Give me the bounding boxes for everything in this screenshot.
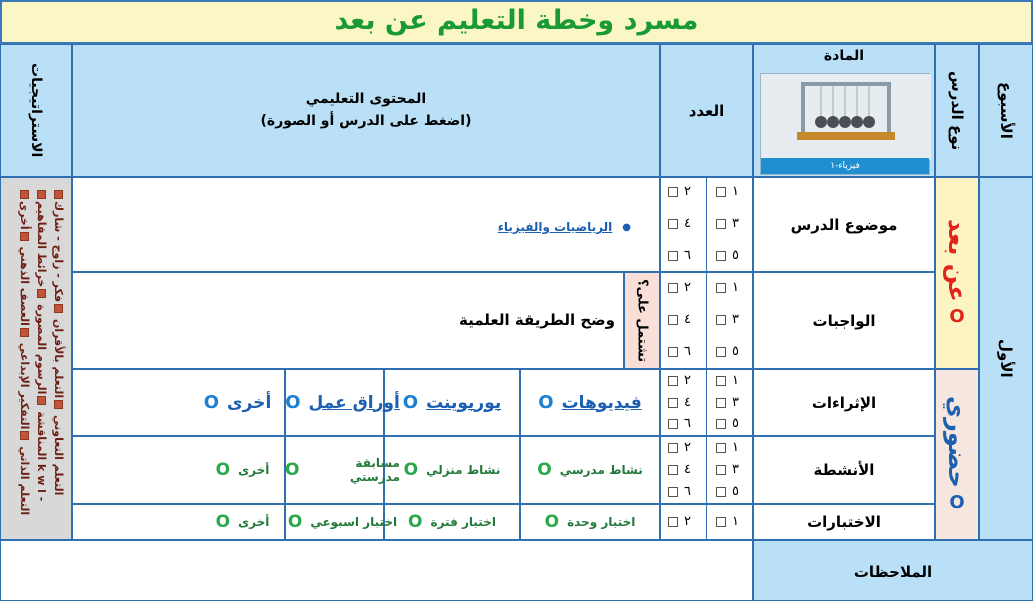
lesson-type-remote[interactable]: عن بعد O	[935, 177, 979, 369]
bullet-icon: ●	[622, 221, 631, 233]
topic-content-cell	[72, 177, 660, 272]
checkbox-3[interactable]: ٣	[716, 395, 739, 410]
option-worksheets[interactable]: أوراق عمل O	[285, 392, 400, 413]
option-weekly-test[interactable]: اختبار اسبوعي O	[287, 512, 398, 532]
notes-label-cell: الملاحظات	[753, 540, 1033, 601]
checkbox-6[interactable]: ٦	[668, 248, 691, 263]
homework-side-cell: تشتمل على؟	[624, 272, 660, 369]
checkbox-2[interactable]: ٢	[668, 440, 691, 455]
checkbox-5[interactable]: ٥	[716, 248, 739, 263]
checkbox-icon[interactable]	[54, 190, 63, 199]
checkbox-6[interactable]: ٦	[668, 484, 691, 499]
topic-link[interactable]: الرياضيات والفيزياء	[497, 220, 613, 234]
checkbox-3[interactable]: ٣	[716, 312, 739, 327]
radio-icon[interactable]: O	[285, 392, 301, 413]
checkbox-1[interactable]: ١	[716, 373, 739, 388]
subject-image-caption: فيزياء-١	[761, 158, 929, 174]
option-videos[interactable]: فيديوهات O	[538, 392, 642, 413]
checkbox-icon[interactable]	[54, 400, 63, 409]
notes-input[interactable]	[0, 540, 753, 601]
in-person-radio[interactable]: O	[949, 491, 965, 513]
checkbox-icon[interactable]	[20, 431, 29, 440]
header-strategies: الاستراتيجيات	[0, 44, 72, 177]
checkbox-4[interactable]: ٤	[668, 395, 691, 410]
checkbox-4[interactable]: ٤	[668, 216, 691, 231]
strategies-list: التعلم التعاوني التعلم بالأقران فكر - زاوج - شارك المناقشة الرسوم المصورة خرائط المفاهيم k w l - التعلم الذاتي التفكير الإبداعي العصف الذهني أخرى	[16, 188, 67, 533]
header-count: العدد	[660, 44, 753, 177]
radio-icon[interactable]: O	[544, 512, 560, 532]
header-subject: المادة فيزياء-١	[753, 44, 935, 177]
radio-icon[interactable]: O	[538, 392, 554, 413]
strategies-cell	[0, 177, 72, 540]
option-other[interactable]: أخرى O	[215, 460, 270, 480]
header-week: الأسبوع	[979, 44, 1033, 177]
option-other[interactable]: أخرى O	[203, 392, 272, 413]
checkbox-5[interactable]: ٥	[716, 344, 739, 359]
checkbox-5[interactable]: ٥	[716, 416, 739, 431]
option-powerpoint[interactable]: بوربوينت O	[402, 392, 502, 413]
checkbox-2[interactable]: ٢	[668, 280, 691, 295]
checkbox-icon[interactable]	[37, 396, 46, 405]
checkbox-icon[interactable]	[20, 190, 29, 199]
page-title: مسرد وخطة التعليم عن بعد	[334, 5, 699, 36]
checkbox-3[interactable]: ٣	[716, 216, 739, 231]
radio-icon[interactable]: O	[215, 460, 231, 480]
option-home-activity[interactable]: نشاط منزلي O	[403, 460, 501, 480]
radio-icon[interactable]: O	[402, 392, 419, 413]
radio-icon[interactable]: O	[408, 512, 423, 532]
remote-radio[interactable]: O	[949, 305, 965, 327]
checkbox-1[interactable]: ١	[716, 514, 739, 529]
row-label-homework: الواجبات	[753, 272, 935, 369]
header-lesson-type: نوع الدرس	[935, 44, 979, 177]
radio-icon[interactable]: O	[285, 460, 300, 480]
row-label-tests: الاختبارات	[753, 504, 935, 540]
option-school-activity[interactable]: نشاط مدرسي O	[537, 460, 643, 480]
radio-icon[interactable]: O	[203, 392, 220, 413]
checkbox-4[interactable]: ٤	[668, 462, 691, 477]
checkbox-1[interactable]: ١	[716, 440, 739, 455]
radio-icon[interactable]: O	[537, 460, 552, 480]
checkbox-icon[interactable]	[37, 289, 46, 298]
option-unit-test[interactable]: اختبار وحدة O	[544, 512, 636, 532]
checkbox-2[interactable]: ٢	[668, 184, 691, 199]
checkbox-icon[interactable]	[37, 190, 46, 199]
homework-content-cell	[72, 272, 624, 369]
row-label-topic: موضوع الدرس	[753, 177, 935, 272]
checkbox-3[interactable]: ٣	[716, 462, 739, 477]
option-other[interactable]: أخرى O	[215, 512, 270, 532]
radio-icon[interactable]: O	[403, 460, 419, 480]
title-bar	[0, 0, 1033, 44]
checkbox-2[interactable]: ٢	[668, 373, 691, 388]
checkbox-5[interactable]: ٥	[716, 484, 739, 499]
row-label-activities: الأنشطة	[753, 436, 935, 504]
checkbox-4[interactable]: ٤	[668, 312, 691, 327]
homework-text: وضح الطريقة العلمية	[459, 311, 615, 329]
week-value-cell: الأول	[979, 177, 1033, 540]
lesson-type-in-person[interactable]: حضوري O	[935, 369, 979, 540]
option-school-contest[interactable]: مسابقة مدرستي O	[285, 456, 400, 484]
radio-icon[interactable]: O	[215, 512, 231, 532]
checkbox-icon[interactable]	[54, 304, 63, 313]
checkbox-1[interactable]: ١	[716, 184, 739, 199]
checkbox-1[interactable]: ١	[716, 280, 739, 295]
newtons-cradle-icon	[761, 74, 931, 160]
checkbox-2[interactable]: ٢	[668, 514, 691, 529]
row-label-enrichment: الإثراءات	[753, 369, 935, 436]
subject-image[interactable]	[760, 73, 930, 175]
radio-icon[interactable]: O	[287, 512, 303, 532]
checkbox-icon[interactable]	[20, 232, 29, 241]
checkbox-icon[interactable]	[20, 328, 29, 337]
checkbox-6[interactable]: ٦	[668, 344, 691, 359]
checkbox-6[interactable]: ٦	[668, 416, 691, 431]
header-content: المحتوى التعليمي (اضغط على الدرس أو الصورة)	[72, 44, 660, 177]
option-term-test[interactable]: اختبار فترة O	[408, 512, 496, 532]
count-divider	[706, 177, 707, 540]
